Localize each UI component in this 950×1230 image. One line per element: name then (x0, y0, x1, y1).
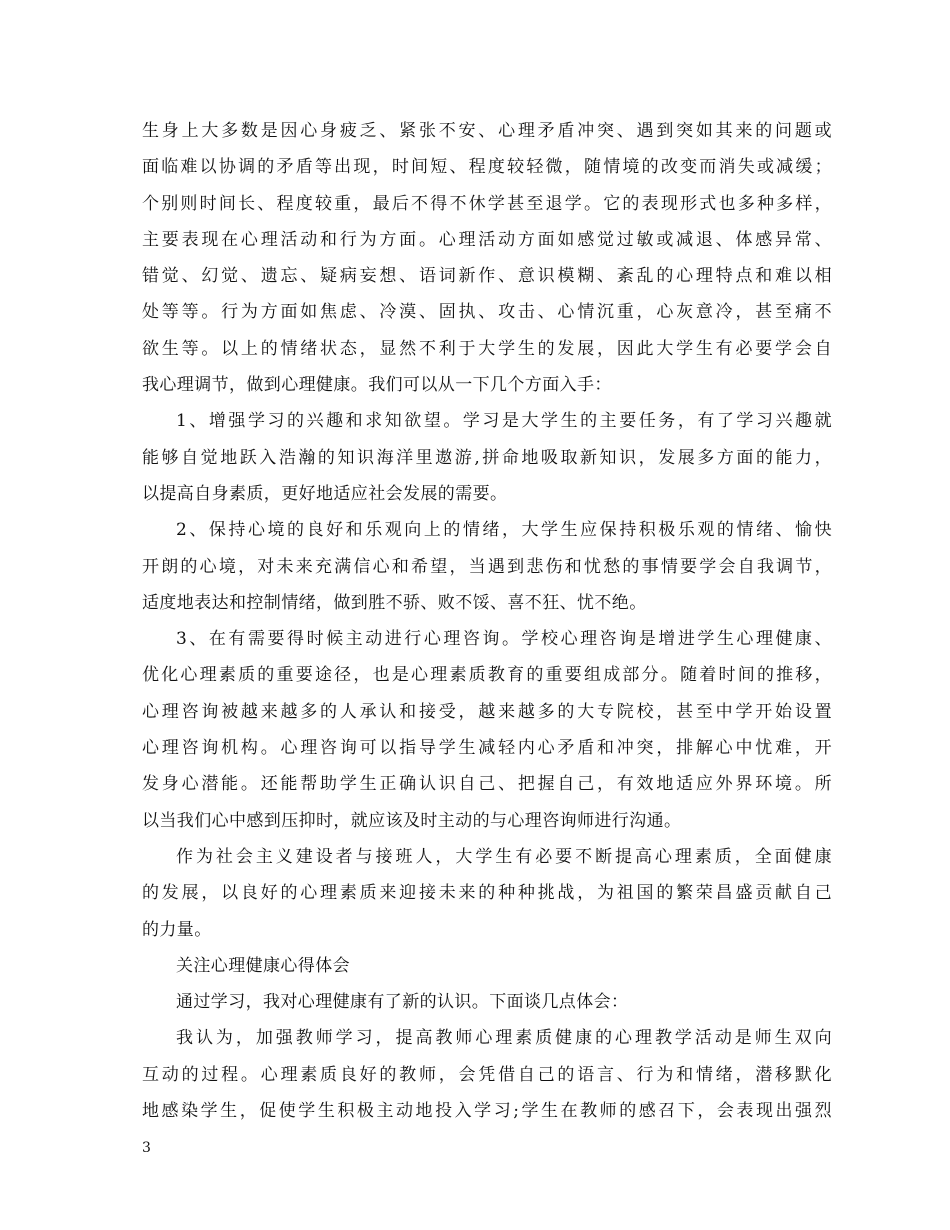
text-line: 适度地表达和控制情绪，做到胜不骄、败不馁、喜不狂、忧不绝。 (142, 592, 647, 613)
text-line: 主要表现在心理活动和行为方面。心理活动方面如感觉过敏或减退、体感异常、 (142, 229, 832, 250)
text-line: 我心理调节，做到心理健康。我们可以从一下几个方面入手： (142, 375, 612, 396)
text-line: 生身上大多数是因心身疲乏、紧张不安、心理矛盾冲突、遇到突如其来的问题或 (142, 121, 832, 141)
text-line: 能够自觉地跃入浩瀚的知识海洋里遨游,拼命地吸取新知识，发展多方面的能力， (142, 447, 832, 468)
text-line: 心理咨询被越来越多的人承认和接受，越来越多的大专院校，甚至中学开始设置 (142, 701, 832, 722)
text-line: 地感染学生，促使学生积极主动地投入学习;学生在教师的感召下，会表现出强烈 (142, 1101, 832, 1122)
text-line: 发身心潜能。还能帮助学生正确认识自己、把握自己，有效地适应外界环境。所 (142, 774, 832, 795)
text-line: 以当我们心中感到压抑时，就应该及时主动的与心理咨询师进行沟通。 (142, 810, 682, 831)
text-line: 通过学习，我对心理健康有了新的认识。下面谈几点体会： (176, 992, 629, 1013)
text-line: 面临难以协调的矛盾等出现，时间短、程度较轻微，随情境的改变而消失或减缓； (142, 157, 832, 178)
text-line: 1、增强学习的兴趣和求知欲望。学习是大学生的主要任务，有了学习兴趣就 (176, 411, 832, 432)
text-line: 处等等。行为方面如焦虑、冷漠、固执、攻击、心情沉重，心灰意冷，甚至痛不 (142, 302, 832, 323)
text-line: 开朗的心境，对未来充满信心和希望，当遇到悲伤和忧愁的事情要学会自我调节， (142, 556, 832, 577)
text-line: 3、在有需要得时候主动进行心理咨询。学校心理咨询是增进学生心理健康、 (176, 629, 832, 650)
text-line: 以提高自身素质，更好地适应社会发展的需要。 (142, 483, 508, 504)
text-line: 作为社会主义建设者与接班人，大学生有必要不断提高心理素质，全面健康 (176, 846, 832, 867)
text-line: 我认为，加强教师学习，提高教师心理素质健康的心理教学活动是师生双向 (176, 1028, 832, 1049)
text-line: 心理咨询机构。心理咨询可以指导学生减轻内心矛盾和冲突，排解心中忧难，开 (142, 738, 832, 759)
section-heading: 关注心理健康心得体会 (176, 955, 350, 976)
body-text (142, 113, 832, 1129)
text-line: 错觉、幻觉、遗忘、疑病妄想、语词新作、意识模糊、紊乱的心理特点和难以相 (142, 266, 832, 287)
page-number: 3 (142, 1140, 151, 1156)
text-line: 欲生等。以上的情绪状态，显然不利于大学生的发展，因此大学生有必要学会自 (142, 338, 832, 359)
text-line: 的发展，以良好的心理素质来迎接未来的种种挑战，为祖国的繁荣昌盛贡献自己 (142, 883, 832, 904)
text-line: 个别则时间长、程度较重，最后不得不休学甚至退学。它的表现形式也多种多样， (142, 193, 832, 214)
text-line: 优化心理素质的重要途径，也是心理素质教育的重要组成部分。随着时间的推移， (142, 665, 832, 686)
text-line: 的力量。 (142, 919, 212, 940)
text-line: 2、保持心境的良好和乐观向上的情绪，大学生应保持积极乐观的情绪、愉快 (176, 520, 832, 541)
text-line: 互动的过程。心理素质良好的教师，会凭借自己的语言、行为和情绪，潜移默化 (142, 1064, 832, 1085)
